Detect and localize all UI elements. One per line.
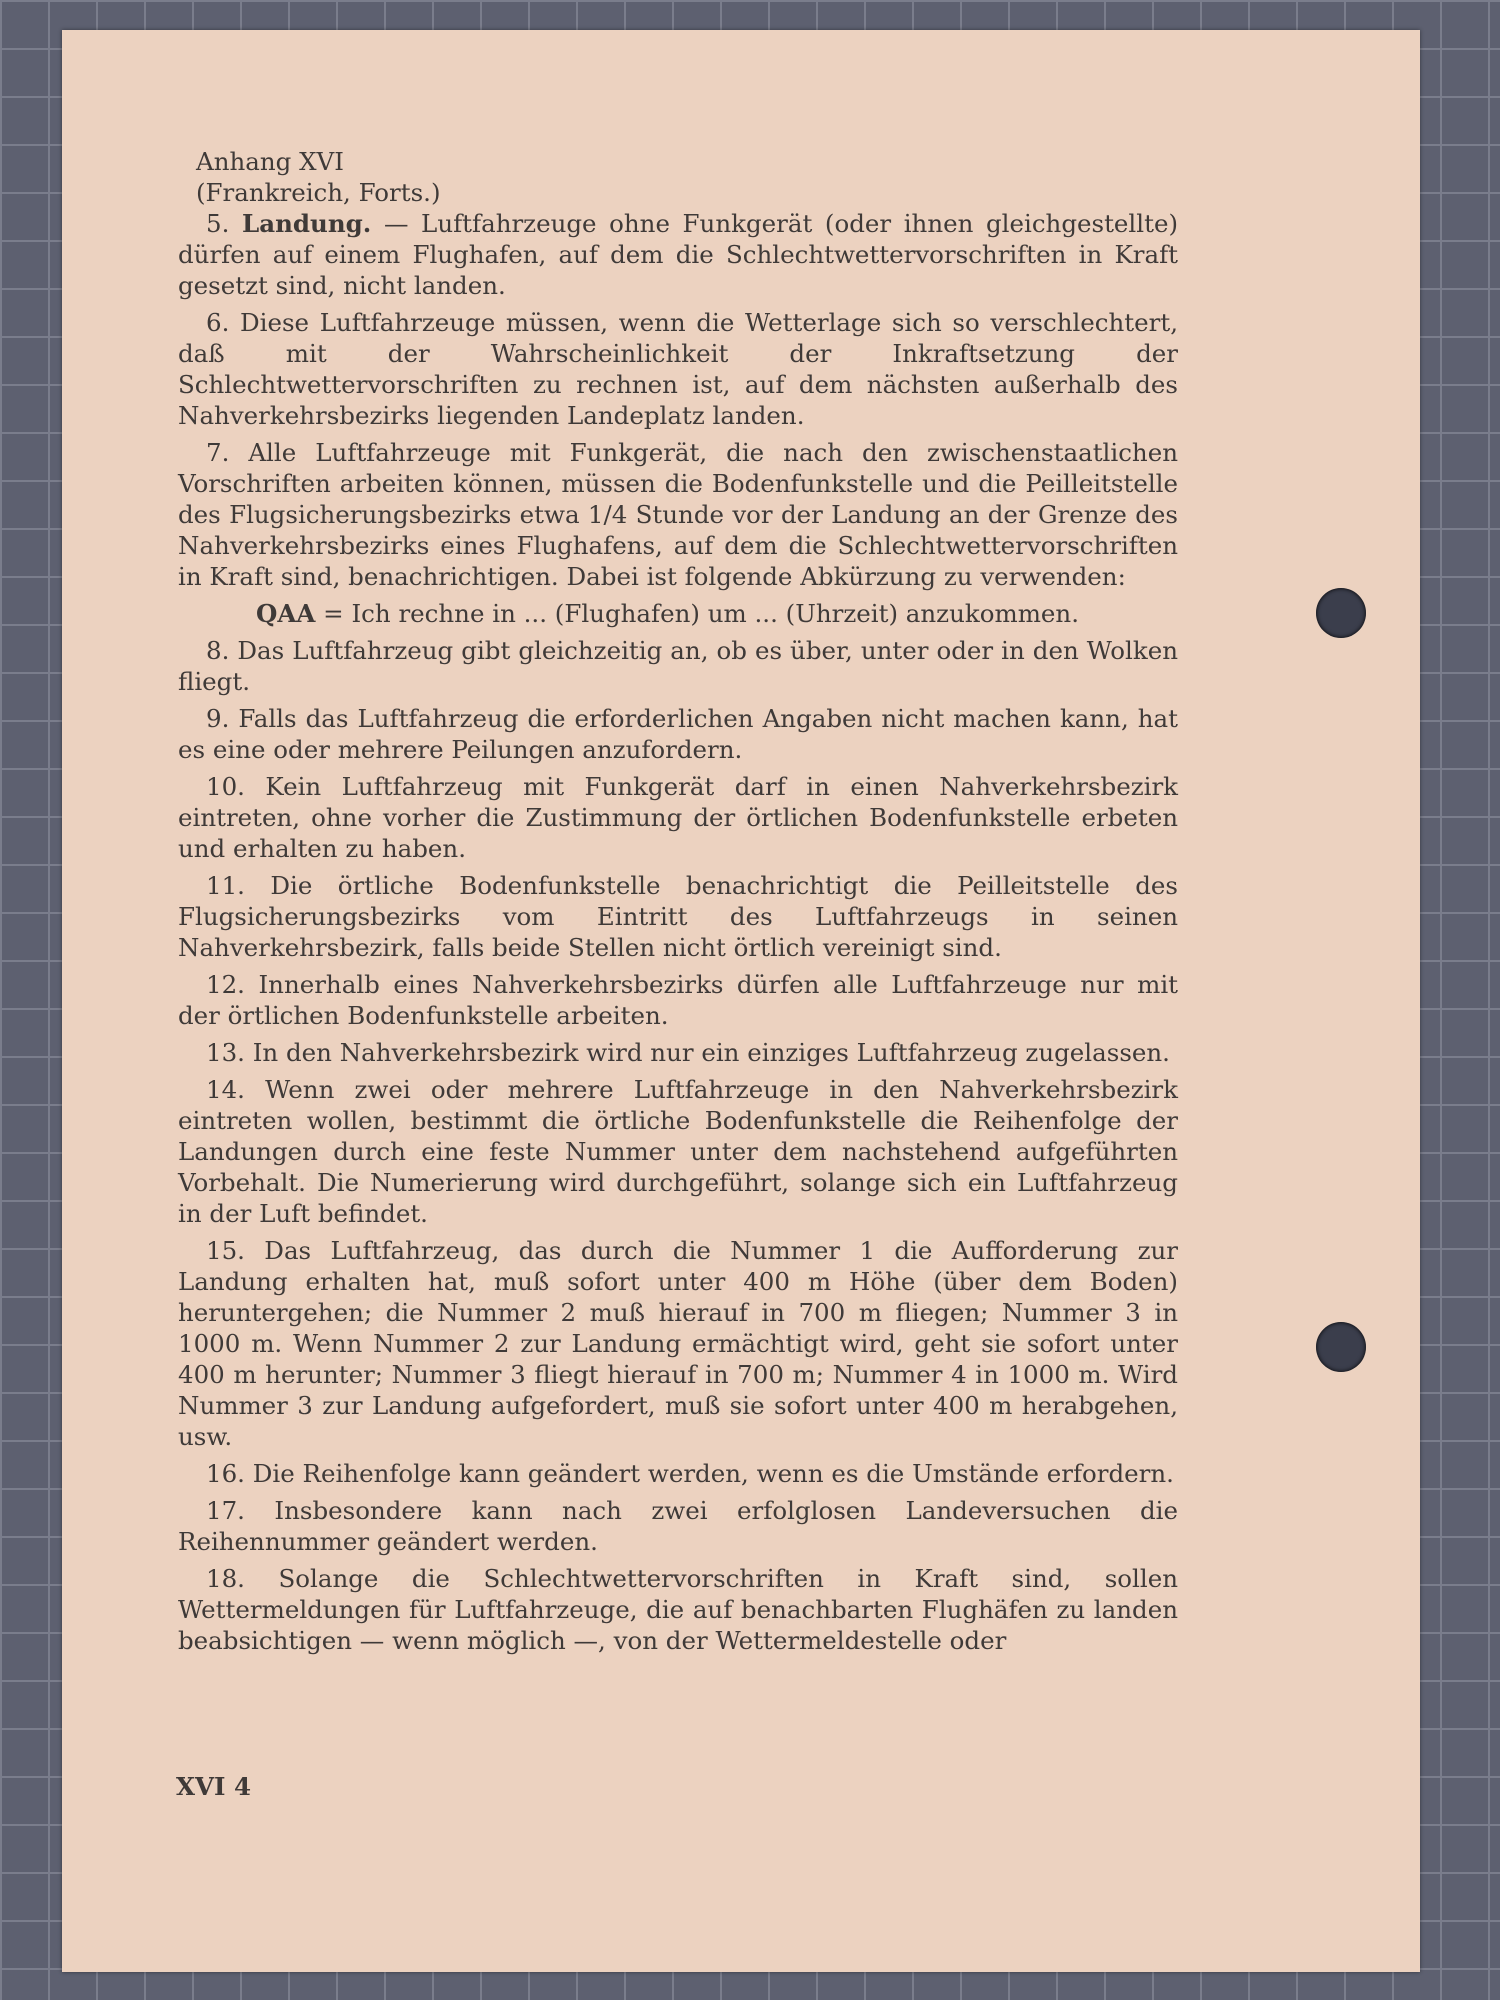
paragraph-15: 15. Das Luftfahrzeug, das durch die Nummer 1 die Aufforderung zur Landung erhalten hat, muß sofort unter 400 m Höhe (über dem Boden) heruntergehen; die Nummer 2 muß hierauf in 700 m fliegen; Nummer 3 in 1000 m. Wenn Nummer 2 zur Landung ermächtigt wird, geht sie sofort unter 400 m herunter; Nummer 3 fliegt hierauf in 700 m; Nummer 4 in 1000 m. Wird Nummer 3 zur Landung aufgefordert, muß sie sofort unter 400 m herabgehen, usw. bbox=[178, 1236, 1178, 1451]
punch-hole-bottom bbox=[1316, 1322, 1366, 1372]
paragraph-7: 7. Alle Luftfahrzeuge mit Funkgerät, die nach den zwischenstaatlichen Vorschriften arbeiten können, müssen die Bodenfunkstelle und die Peilleitstelle des Flugsicherungsbezirks etwa 1/4 Stunde vor der Landung an der Grenze des Nahverkehrsbezirks eines Flughafens, auf dem die Schlechtwettervorschriften in Kraft sind, benachrichtigen. Dabei ist folgende Abkürzung zu verwenden: bbox=[178, 438, 1178, 591]
paragraph-10: 10. Kein Luftfahrzeug mit Funkgerät darf in einen Nahverkehrsbezirk eintreten, ohne vorher die Zustimmung der örtlichen Bodenfunkstelle erbeten und erhalten zu haben. bbox=[178, 772, 1178, 863]
punch-hole-top bbox=[1316, 588, 1366, 638]
paragraph-18: 18. Solange die Schlechtwettervorschriften in Kraft sind, sollen Wettermeldungen für Luftfahrzeuge, die auf benachbarten Flughäfen zu landen beabsichtigen — wenn möglich —, von der Wettermeldestelle oder bbox=[178, 1564, 1178, 1655]
header-country: (Frankreich, Forts.) bbox=[196, 178, 441, 207]
paragraph-16: 16. Die Reihenfolge kann geändert werden, wenn es die Umstände erfordern. bbox=[206, 1459, 1174, 1488]
paragraph-9: 9. Falls das Luftfahrzeug die erforderlichen Angaben nicht machen kann, hat es eine oder mehrere Peilungen anzufordern. bbox=[178, 704, 1178, 764]
paragraph-13: 13. In den Nahverkehrsbezirk wird nur ein einziges Luftfahrzeug zugelassen. bbox=[206, 1038, 1170, 1067]
paragraph-17: 17. Insbesondere kann nach zwei erfolglosen Landeversuchen die Reihennummer geändert werden. bbox=[178, 1496, 1178, 1556]
paragraph-12: 12. Innerhalb eines Nahverkehrsbezirks dürfen alle Luftfahrzeuge nur mit der örtlichen Bodenfunkstelle arbeiten. bbox=[178, 970, 1178, 1030]
qaa-abbreviation bbox=[178, 598, 1178, 629]
paragraph-11: 11. Die örtliche Bodenfunkstelle benachrichtigt die Peilleitstelle des Flugsicherungsbezirks vom Eintritt des Luftfahrzeugs in seinen Nahverkehrsbezirk, falls beide Stellen nicht örtlich vereinigt sind. bbox=[178, 871, 1178, 962]
paragraph-14: 14. Wenn zwei oder mehrere Luftfahrzeuge in den Nahverkehrsbezirk eintreten wollen, bestimmt die örtliche Bodenfunkstelle die Reihenfolge der Landungen durch eine feste Nummer unter dem nachstehend aufgeführten Vorbehalt. Die Numerierung wird durchgeführt, solange sich ein Luftfahrzeug in der Luft befindet. bbox=[178, 1075, 1178, 1228]
document-page bbox=[62, 30, 1420, 1972]
document-body bbox=[178, 146, 1178, 1662]
paragraph-8: 8. Das Luftfahrzeug gibt gleichzeitig an, ob es über, unter oder in den Wolken fliegt. bbox=[178, 636, 1178, 696]
paragraph-5 bbox=[178, 208, 1178, 301]
paragraph-5-term: Landung. bbox=[242, 209, 372, 238]
paragraph-6: 6. Diese Luftfahrzeuge müssen, wenn die Wetterlage sich so verschlechtert, daß mit der Wahrscheinlichkeit der Inkraftsetzung der Schlechtwettervorschriften zu rechnen ist, auf dem nächsten außerhalb des Nahverkehrsbezirks liegenden Landeplatz landen. bbox=[178, 308, 1178, 430]
header-appendix: Anhang XVI bbox=[196, 147, 344, 176]
page-number: XVI 4 bbox=[176, 1772, 252, 1801]
qaa-code: QAA bbox=[256, 599, 316, 628]
paragraph-5-number: 5. bbox=[206, 209, 230, 238]
paragraph-5-text: — Luftfahrzeuge ohne Funkgerät (oder ihnen gleichgestellte) dürfen auf einem Flughafen, auf dem die Schlechtwettervorschriften in Kraft gesetzt sind, nicht landen. bbox=[178, 209, 1178, 300]
qaa-meaning: = Ich rechne in ... (Flughafen) um ... (Uhrzeit) anzukommen. bbox=[323, 599, 1079, 628]
